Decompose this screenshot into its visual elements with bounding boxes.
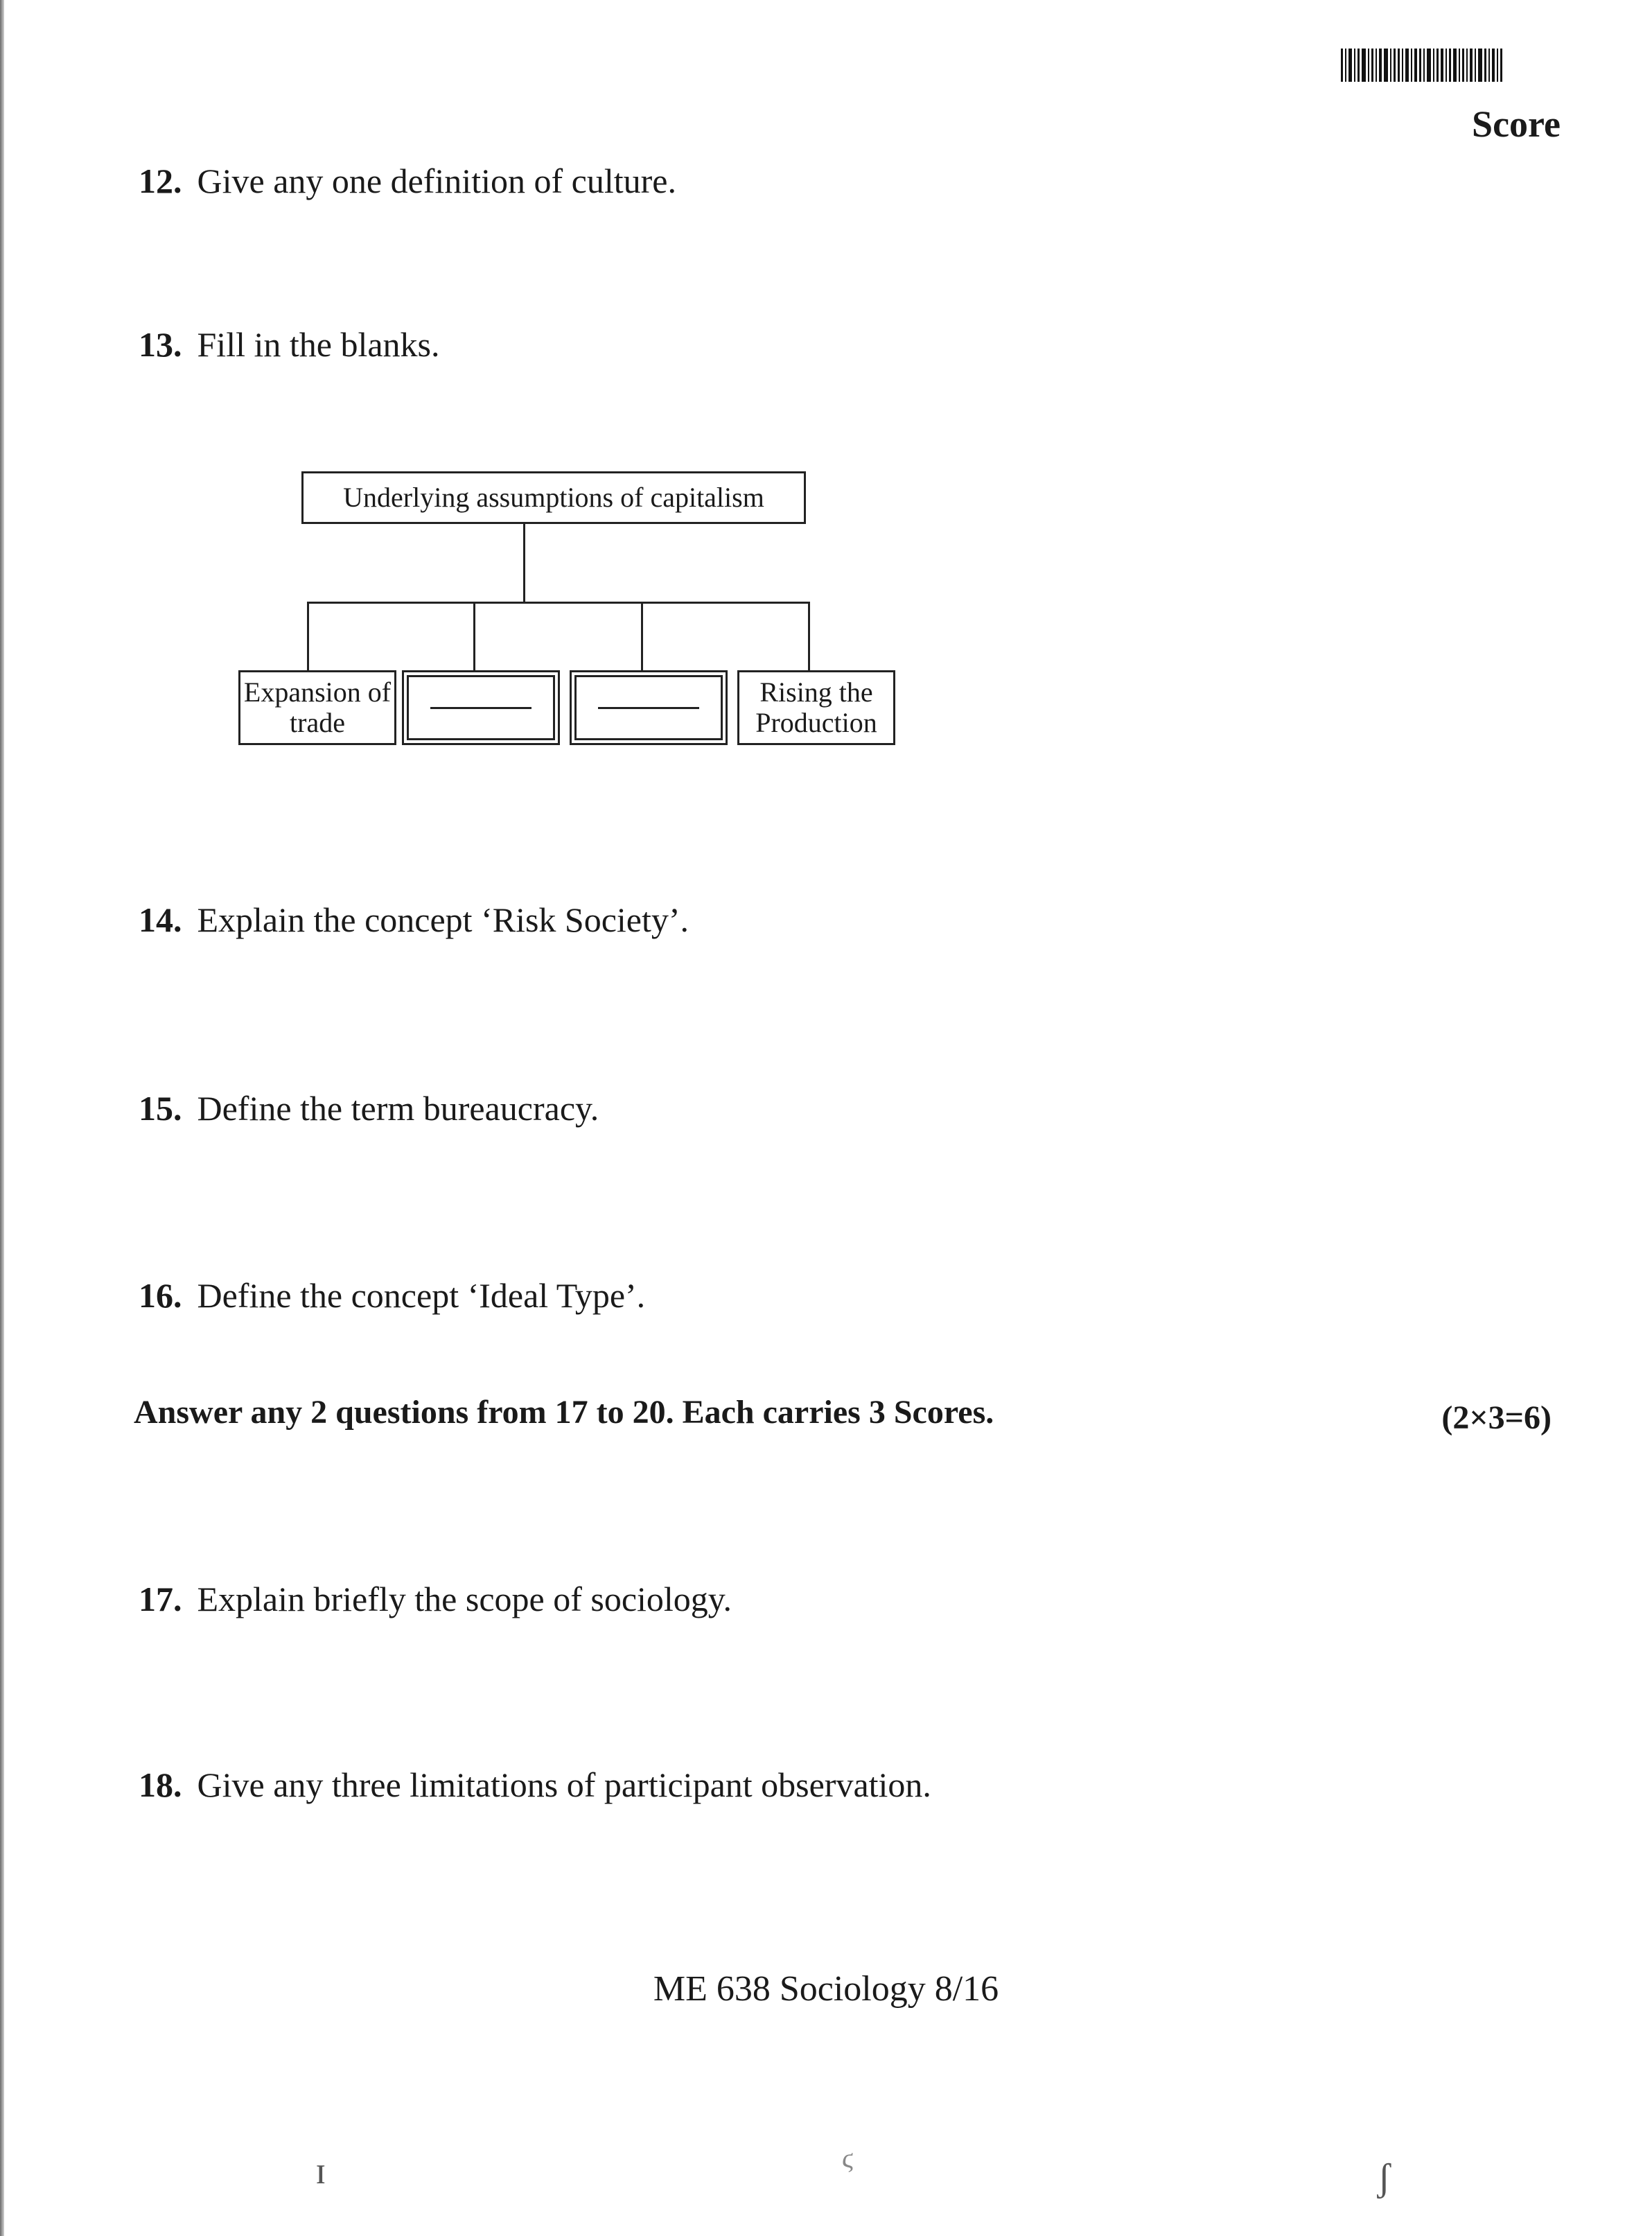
question-16 bbox=[139, 1275, 645, 1316]
section-instruction: Answer any 2 questions from 17 to 20. Each carries 3 Scores. bbox=[134, 1394, 994, 1431]
connector-line bbox=[307, 602, 309, 670]
barcode-bar bbox=[1414, 49, 1417, 82]
barcode-bar bbox=[1341, 49, 1343, 82]
barcode-bar bbox=[1345, 49, 1346, 82]
leaf-line: Expansion of bbox=[243, 676, 392, 708]
barcode-bar bbox=[1376, 49, 1377, 82]
blank-line bbox=[598, 707, 699, 709]
page-footer: ME 638 Sociology 8/16 bbox=[653, 1969, 999, 2009]
question-text: Give any three limitations of participant observation. bbox=[197, 1765, 931, 1804]
barcode-bar bbox=[1497, 49, 1498, 82]
diagram-leaf-expansion bbox=[238, 670, 396, 745]
barcode-bar bbox=[1436, 49, 1439, 82]
question-text: Define the concept ‘Ideal Type’. bbox=[197, 1276, 646, 1315]
barcode-bar bbox=[1348, 49, 1352, 82]
blank-line bbox=[430, 707, 531, 709]
barcode-bar bbox=[1394, 49, 1396, 82]
leaf-line: Rising the bbox=[759, 676, 873, 708]
leaf-line: trade bbox=[290, 707, 345, 738]
barcode-bar bbox=[1405, 49, 1409, 82]
barcode-bar bbox=[1384, 49, 1388, 82]
question-text: Fill in the blanks. bbox=[197, 325, 440, 364]
barcode-bar bbox=[1500, 49, 1502, 82]
barcode-bar bbox=[1478, 49, 1482, 82]
barcode-bar bbox=[1379, 49, 1382, 82]
question-14 bbox=[139, 900, 689, 940]
connector-line bbox=[808, 602, 810, 670]
diagram-leaf-blank[interactable] bbox=[402, 670, 560, 745]
score-label: Score bbox=[1472, 103, 1561, 145]
barcode-bar bbox=[1398, 49, 1400, 82]
question-13 bbox=[139, 324, 440, 365]
question-17 bbox=[139, 1579, 732, 1619]
barcode-bar bbox=[1411, 49, 1412, 82]
blank-inner-box bbox=[574, 675, 723, 740]
barcode-bar bbox=[1362, 49, 1366, 82]
barcode-bar bbox=[1453, 49, 1457, 82]
leaf-line: Production bbox=[755, 707, 877, 738]
barcode-bar bbox=[1371, 49, 1373, 82]
barcode-bar bbox=[1462, 49, 1464, 82]
barcode-bar bbox=[1470, 49, 1473, 82]
question-number: 13. bbox=[139, 325, 182, 364]
question-number: 17. bbox=[139, 1580, 182, 1618]
question-number: 18. bbox=[139, 1765, 182, 1804]
connector-line bbox=[641, 602, 643, 670]
barcode-bar bbox=[1459, 49, 1460, 82]
diagram-root-box: Underlying assumptions of capitalism bbox=[301, 471, 806, 524]
question-text: Explain the concept ‘Risk Society’. bbox=[197, 900, 689, 939]
barcode-bar bbox=[1475, 49, 1476, 82]
question-text: Define the term bureaucracy. bbox=[197, 1089, 599, 1128]
page-edge-shadow bbox=[0, 0, 4, 2236]
barcode-bar bbox=[1492, 49, 1495, 82]
question-number: 16. bbox=[139, 1276, 182, 1315]
blank-inner-box bbox=[407, 675, 555, 740]
barcode-bar bbox=[1354, 49, 1355, 82]
barcode-bar bbox=[1484, 49, 1486, 82]
barcode bbox=[1341, 49, 1563, 82]
barcode-bar bbox=[1368, 49, 1369, 82]
barcode-bar bbox=[1446, 49, 1447, 82]
barcode-bar bbox=[1402, 49, 1403, 82]
connector-line bbox=[523, 524, 525, 603]
barcode-bar bbox=[1449, 49, 1451, 82]
question-text: Give any one definition of culture. bbox=[197, 161, 676, 200]
print-mark: ʃ bbox=[1378, 2156, 1391, 2199]
question-number: 15. bbox=[139, 1089, 182, 1128]
barcode-bar bbox=[1441, 49, 1443, 82]
question-number: 14. bbox=[139, 900, 182, 939]
barcode-bar bbox=[1390, 49, 1391, 82]
print-mark: ɪ bbox=[315, 2149, 326, 2192]
section-marks: (2×3=6) bbox=[1441, 1399, 1552, 1436]
diagram-leaf-blank[interactable] bbox=[570, 670, 728, 745]
question-text: Explain briefly the scope of sociology. bbox=[197, 1580, 732, 1618]
question-12 bbox=[139, 161, 676, 201]
barcode-bar bbox=[1433, 49, 1434, 82]
barcode-bar bbox=[1466, 49, 1468, 82]
barcode-bar bbox=[1419, 49, 1421, 82]
barcode-bar bbox=[1427, 49, 1431, 82]
barcode-bar bbox=[1357, 49, 1360, 82]
question-18 bbox=[139, 1765, 931, 1805]
capitalism-diagram bbox=[236, 471, 901, 762]
connector-line bbox=[473, 602, 475, 670]
diagram-leaf-production bbox=[737, 670, 895, 745]
barcode-bar bbox=[1488, 49, 1490, 82]
barcode-bar bbox=[1423, 49, 1425, 82]
question-15 bbox=[139, 1088, 599, 1128]
print-mark: ϛ bbox=[842, 2142, 854, 2174]
connector-line bbox=[307, 602, 810, 604]
question-number: 12. bbox=[139, 161, 182, 200]
